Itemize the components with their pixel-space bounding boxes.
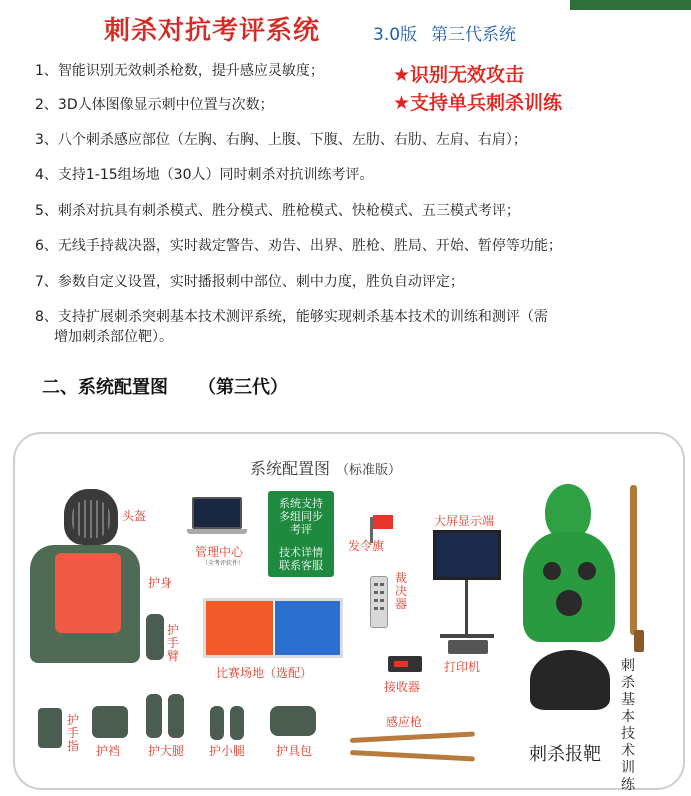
diagram-title-text: 系统配置图 (250, 459, 331, 478)
thigh-guard-right-image (168, 694, 184, 738)
sensor-right-chest (578, 562, 596, 580)
label-gear-bag: 护具包 (276, 744, 313, 758)
crotch-guard-image (92, 706, 128, 738)
feature-item-2: 2、3D人体图像显示刺中位置与次数； (35, 97, 274, 113)
label-printer: 打印机 (444, 660, 481, 674)
feature-item-3: 3、八个刺杀感应部位（左胸、右胸、上腹、下腹、左肋、右肋、左肩、右肩）； (35, 132, 527, 148)
screen-stand-image (465, 580, 468, 635)
version-label: 3.0版 (373, 25, 418, 45)
sensor-left-chest (543, 562, 561, 580)
highlight-invalid-attack: ★识别无效攻击 (393, 64, 525, 86)
label-referee: 裁决器 (394, 571, 407, 611)
info-box-line-1: 系统支持 (279, 497, 323, 510)
label-target: 刺杀报靶 (529, 744, 601, 765)
receiver-image (388, 656, 422, 672)
shin-guard-right-image (230, 706, 244, 740)
info-box-line-5: 联系客服 (279, 559, 323, 572)
label-thigh-guard: 护大腿 (148, 744, 185, 758)
label-training-text: 刺杀基本技术训练 (621, 658, 635, 793)
info-box-line-3: 考评 (290, 523, 312, 536)
label-body-guard: 护身 (148, 576, 173, 590)
section-title: 二、系统配置图 (42, 377, 168, 398)
info-box (268, 491, 334, 577)
big-screen-image (433, 530, 501, 580)
laptop-screen-image (192, 497, 242, 529)
red-vest-image (55, 553, 121, 633)
helmet-grill-image (72, 500, 110, 538)
label-receiver: 接收器 (384, 680, 421, 694)
version-line (373, 20, 516, 45)
thigh-guard-left-image (146, 694, 162, 738)
page-title: 刺杀对抗考评系统 (104, 16, 321, 46)
info-box-line-4: 技术详情 (279, 546, 323, 559)
diagram-title (250, 456, 401, 479)
section-generation: （第三代） (198, 377, 288, 398)
feature-item-1: 1、智能识别无效刺杀枪数，提升感应灵敏度； (35, 63, 324, 79)
info-box-line-2: 多组同步 (279, 510, 323, 523)
label-management-sub: （全考评软件） (202, 560, 245, 567)
gear-bag-image (270, 706, 316, 736)
generation-label: 第三代系统 (431, 25, 517, 45)
screen-feet-image (440, 634, 494, 638)
sensor-abdomen (556, 590, 582, 616)
training-rifle-butt-image (634, 630, 644, 652)
arm-guard-image (146, 614, 164, 660)
label-helmet: 头盔 (122, 509, 147, 523)
flag-icon (373, 515, 393, 529)
diagram-edition: （标准版） (336, 463, 402, 478)
target-dummy-body-image (523, 532, 615, 642)
shin-guard-left-image (210, 706, 224, 740)
label-court: 比赛场地（选配） (216, 666, 313, 680)
finger-guard-image (38, 708, 62, 748)
label-management-center: 管理中心 (195, 545, 244, 559)
court-orange-half (206, 601, 273, 655)
label-finger-guard: 护手指 (66, 713, 79, 753)
label-shin-guard: 护小腿 (209, 744, 246, 758)
label-flag: 发令旗 (348, 539, 385, 553)
feature-item-6: 6、无线手持裁决器，实时裁定警告、劝告、出界、胜枪、胜局、开始、暂停等功能； (35, 238, 562, 254)
label-big-screen: 大屏显示端 (434, 514, 495, 528)
feature-item-5: 5、刺杀对抗具有刺杀模式、胜分模式、胜枪模式、快枪模式、五三模式考评； (35, 203, 520, 219)
label-sensor-gun: 感应枪 (386, 715, 423, 729)
target-dummy-base-image (530, 650, 610, 710)
printer-image (448, 640, 488, 654)
feature-item-4: 4、支持1-15组场地（30人）同时刺杀对抗训练考评。 (35, 167, 374, 183)
label-training (621, 658, 667, 794)
label-arm-guard: 护手臂 (166, 623, 179, 663)
court-center-line (273, 601, 275, 655)
label-crotch-guard: 护裆 (96, 744, 121, 758)
laptop-base-image (187, 529, 247, 534)
highlight-solo-training: ★支持单兵刺杀训练 (393, 92, 563, 114)
feature-item-7: 7、参数自定义设置，实时播报刺中部位、刺中力度，胜负自动评定； (35, 274, 464, 290)
feature-item-8: 8、支持扩展刺杀突刺基本技术测评系统，能够实现刺杀基本技术的训练和测评（需 (35, 309, 548, 325)
corner-logo-block (570, 0, 691, 10)
court-image (203, 598, 343, 658)
referee-device-image (370, 576, 388, 628)
training-rifle-image (630, 485, 637, 635)
section-heading (42, 373, 288, 399)
feature-item-8-continued: 增加刺杀部位靶）。 (54, 329, 173, 345)
